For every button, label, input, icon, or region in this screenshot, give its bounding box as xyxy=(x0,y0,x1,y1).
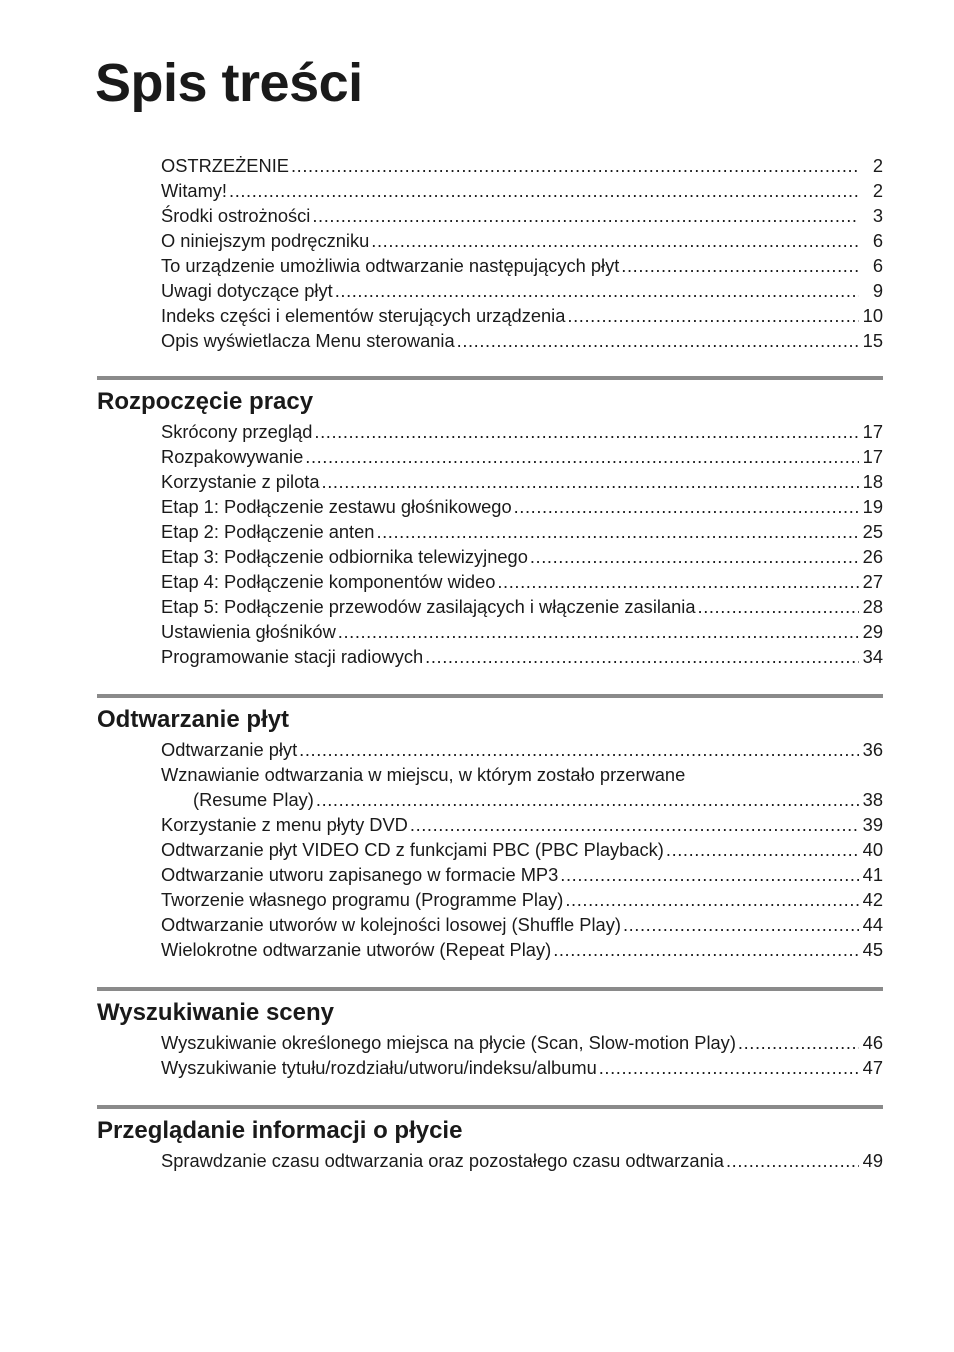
toc-entry[interactable] xyxy=(161,1030,883,1055)
toc-list xyxy=(97,419,883,669)
toc-entry-page: 49 xyxy=(862,1150,883,1171)
toc-entry-label: Wielokrotne odtwarzanie utworów (Repeat Play) xyxy=(161,939,552,960)
toc-entry[interactable] xyxy=(161,887,883,912)
toc-entry-page: 3 xyxy=(872,205,883,226)
toc-entry-label: Etap 3: Podłączenie odbiornika telewizyjnego xyxy=(161,546,528,567)
toc-section-disc-playback xyxy=(97,694,883,962)
toc-entry-label: Korzystanie z pilota xyxy=(161,471,320,492)
toc-entry-label: Środki ostrożności xyxy=(161,205,311,226)
toc-entry-page: 44 xyxy=(862,914,883,935)
toc-entry[interactable] xyxy=(161,228,883,253)
toc-entry-label: Rozpakowywanie xyxy=(161,446,304,467)
dot-leader xyxy=(738,1030,859,1055)
toc-entry-page: 45 xyxy=(862,939,883,960)
toc-entry[interactable] xyxy=(161,253,883,278)
toc-entry-label: Etap 1: Podłączenie zestawu głośnikowego xyxy=(161,496,512,517)
dot-leader xyxy=(335,278,859,303)
dot-leader xyxy=(567,303,858,328)
toc-entry-label: Etap 5: Podłączenie przewodów zasilających i włączenie zasilania xyxy=(161,596,696,617)
toc-entry[interactable] xyxy=(161,862,883,887)
toc-entry-page: 46 xyxy=(862,1032,883,1053)
toc-entry-label: Ustawienia głośników xyxy=(161,621,336,642)
toc-list xyxy=(97,737,883,962)
dot-leader xyxy=(565,887,858,912)
toc-entry[interactable] xyxy=(161,494,883,519)
toc-entry-page: 39 xyxy=(862,814,883,835)
toc-entry-page: 34 xyxy=(862,646,883,667)
toc-entry-page: 2 xyxy=(872,180,883,201)
toc-entry-page: 6 xyxy=(872,230,883,251)
toc-entry-page: 25 xyxy=(862,521,883,542)
toc-entry-page: 38 xyxy=(862,789,883,810)
toc-entry-label: Odtwarzanie utworów w kolejności losowej (Shuffle Play) xyxy=(161,914,621,935)
toc-entry[interactable] xyxy=(161,419,883,444)
toc-entry-label: Uwagi dotyczące płyt xyxy=(161,280,333,301)
dot-leader xyxy=(376,519,858,544)
toc-entry-label: Skrócony przegląd xyxy=(161,421,313,442)
toc-entry[interactable] xyxy=(161,644,883,669)
toc-entry-label: Indeks części i elementów sterujących urządzenia xyxy=(161,305,566,326)
toc-entry-label: Odtwarzanie utworu zapisanego w formacie MP3 xyxy=(161,864,559,885)
section-heading: Wyszukiwanie sceny xyxy=(97,999,334,1026)
toc-entry[interactable] xyxy=(161,762,883,812)
toc-entry-label: Odtwarzanie płyt VIDEO CD z funkcjami PBC (PBC Playback) xyxy=(161,839,664,860)
dot-leader xyxy=(726,1148,859,1173)
toc-entry[interactable] xyxy=(161,1148,883,1173)
dot-leader xyxy=(623,912,859,937)
dot-leader xyxy=(599,1055,859,1080)
dot-leader xyxy=(305,444,858,469)
dot-leader xyxy=(229,178,859,203)
toc-entry-label: Wyszukiwanie określonego miejsca na płycie (Scan, Slow-motion Play) xyxy=(161,1032,736,1053)
toc-entry-page: 6 xyxy=(872,255,883,276)
toc-entry[interactable] xyxy=(161,153,883,178)
toc-entry-label: OSTRZEŻENIE xyxy=(161,155,289,176)
toc-entry[interactable] xyxy=(161,1055,883,1080)
toc-entry-page: 15 xyxy=(862,330,883,351)
toc-entry[interactable] xyxy=(161,444,883,469)
page-title: Spis treści xyxy=(95,53,363,113)
toc-entry-page: 29 xyxy=(862,621,883,642)
toc-entry-label-cont: (Resume Play) xyxy=(193,789,314,810)
section-heading: Przeglądanie informacji o płycie xyxy=(97,1117,463,1144)
toc-entry-page: 41 xyxy=(862,864,883,885)
dot-leader xyxy=(457,328,859,353)
dot-leader xyxy=(560,862,858,887)
dot-leader xyxy=(291,153,859,178)
toc-entry-label: Opis wyświetlacza Menu sterowania xyxy=(161,330,455,351)
toc-entry[interactable] xyxy=(161,837,883,862)
toc-section-disc-info xyxy=(97,1105,883,1173)
toc-entry-page: 9 xyxy=(872,280,883,301)
toc-entry[interactable] xyxy=(161,203,883,228)
toc-entry-label: Programowanie stacji radiowych xyxy=(161,646,424,667)
dot-leader xyxy=(299,737,859,762)
toc-entry-page: 17 xyxy=(862,446,883,467)
dot-leader xyxy=(621,253,859,278)
toc-entry-page: 36 xyxy=(862,739,883,760)
toc-entry[interactable] xyxy=(161,619,883,644)
toc-entry-page: 42 xyxy=(862,889,883,910)
dot-leader xyxy=(514,494,859,519)
toc-intro xyxy=(97,153,883,353)
toc-entry[interactable] xyxy=(161,178,883,203)
toc-entry-page: 40 xyxy=(862,839,883,860)
toc-list xyxy=(97,1030,883,1080)
toc-entry[interactable] xyxy=(161,278,883,303)
dot-leader xyxy=(371,228,859,253)
dot-leader xyxy=(338,619,859,644)
toc-entry-label: O niniejszym podręczniku xyxy=(161,230,370,251)
toc-entry-label: Wyszukiwanie tytułu/rozdziału/utworu/indeksu/albumu xyxy=(161,1057,597,1078)
toc-entry-page: 19 xyxy=(862,496,883,517)
dot-leader xyxy=(497,569,858,594)
toc-entry-page: 26 xyxy=(862,546,883,567)
toc-entry-page: 2 xyxy=(872,155,883,176)
toc-entry[interactable] xyxy=(161,544,883,569)
section-heading: Odtwarzanie płyt xyxy=(97,706,290,733)
toc-section-getting-started xyxy=(97,376,883,669)
toc-entry[interactable] xyxy=(161,594,883,619)
toc-entry[interactable] xyxy=(161,303,883,328)
dot-leader xyxy=(553,937,858,962)
toc-entry-page: 18 xyxy=(862,471,883,492)
dot-leader xyxy=(530,544,859,569)
toc-entry[interactable] xyxy=(161,812,883,837)
toc-entry-continuation xyxy=(161,787,883,812)
toc-section-scene-search xyxy=(97,987,883,1080)
dot-leader xyxy=(322,469,859,494)
toc-entry[interactable] xyxy=(161,569,883,594)
toc-list xyxy=(97,1148,883,1173)
dot-leader xyxy=(698,594,859,619)
toc-entry-label: Sprawdzanie czasu odtwarzania oraz pozostałego czasu odtwarzania xyxy=(161,1150,724,1171)
dot-leader xyxy=(410,812,859,837)
toc-entry[interactable] xyxy=(161,328,883,353)
toc-entry-page: 17 xyxy=(862,421,883,442)
toc-entry-label: Etap 2: Podłączenie anten xyxy=(161,521,375,542)
toc-entry-label: Wznawianie odtwarzania w miejscu, w którym zostało przerwane xyxy=(161,764,686,785)
toc-entry-page: 10 xyxy=(862,305,883,326)
toc-entry-label: Korzystanie z menu płyty DVD xyxy=(161,814,408,835)
dot-leader xyxy=(314,419,858,444)
toc-entry-page: 28 xyxy=(862,596,883,617)
toc-entry[interactable] xyxy=(161,519,883,544)
toc-entry-label: Witamy! xyxy=(161,180,228,201)
toc-entry[interactable] xyxy=(161,469,883,494)
toc-entry-label: Etap 4: Podłączenie komponentów wideo xyxy=(161,571,496,592)
toc-entry-page: 27 xyxy=(862,571,883,592)
dot-leader xyxy=(425,644,859,669)
toc-entry[interactable] xyxy=(161,912,883,937)
section-heading: Rozpoczęcie pracy xyxy=(97,388,314,415)
dot-leader xyxy=(316,787,859,812)
toc-entry-page: 47 xyxy=(862,1057,883,1078)
toc-entry[interactable] xyxy=(161,937,883,962)
dot-leader xyxy=(666,837,859,862)
toc-list-intro xyxy=(97,153,883,353)
toc-entry-label: Odtwarzanie płyt xyxy=(161,739,298,760)
dot-leader xyxy=(312,203,859,228)
toc-entry[interactable] xyxy=(161,737,883,762)
toc-entry-label: Tworzenie własnego programu (Programme Play) xyxy=(161,889,564,910)
toc-entry-label: To urządzenie umożliwia odtwarzanie następujących płyt xyxy=(161,255,620,276)
